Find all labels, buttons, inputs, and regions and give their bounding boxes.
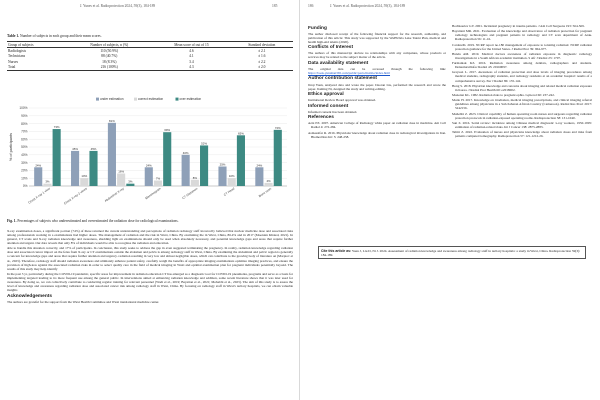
- bar-value-label: 40%: [182, 150, 189, 155]
- bar: [255, 167, 263, 186]
- reference-item: Hong S. 2018. Physician knowledge and concerns about imaging and related medical radiation exposure in Korea. J Radiol Prot Health 60: e2018002.: [452, 83, 592, 92]
- bar: [182, 155, 190, 186]
- data-availability-sentence: The original data can be accessed through the following link:: [308, 66, 446, 71]
- bar-value-label: 24%: [145, 163, 152, 168]
- bar-value-label: 52%: [201, 141, 207, 146]
- x-tick-label: CT Head: [222, 186, 236, 197]
- bar-value-label: 8%: [192, 175, 197, 180]
- bar: [163, 132, 171, 186]
- x-tick-label: Chest X-ray 2 views: [63, 186, 88, 206]
- dose-estimation-chart: [7, 96, 293, 216]
- table-cell: ± 2.2: [258, 59, 266, 64]
- reference-item: Asmassifar R. 2016. Physicians' knowledge about radiation dose in radiological investigations in Iran. Biomed Res Int: 5: 248-258.: [308, 130, 446, 139]
- subjects-table: [7, 41, 293, 71]
- author-contribution-heading: Author contribution statement: [308, 76, 378, 82]
- bar: [218, 167, 226, 187]
- x-tick-label: Bone scan: [257, 186, 273, 199]
- table-cell: Total: [8, 65, 16, 70]
- x-tick-label: Mammogram: [144, 186, 162, 201]
- data-availability-text: [308, 67, 446, 75]
- table-caption-text: Number of subjects in each group and their mean scores.: [19, 34, 102, 38]
- conflicts-text: The authors of this manuscript declare no relationships with any companies, whose products or services may be related to the subject matter of the article.: [308, 51, 446, 60]
- right-page-left-column: [308, 24, 446, 246]
- cite-text: Yuan J, Liu D, Ni J. 2024. Assessment of radiation knowledge and awareness among radiology staff in tertiary hospitals: a study in Wuxi, China. Radioprotection 59(3): 184-189.: [321, 248, 581, 257]
- table-header-cell: Number of subjects, n (%): [90, 42, 129, 47]
- table-header-cell: Standard deviation: [248, 42, 276, 47]
- reference-item: Bochkoulov GV. 2001. Incidental pregnancy in trauma patients. J Am Coll Surgeons 193: 564-569.: [452, 24, 585, 28]
- legend-swatch: [134, 98, 137, 101]
- y-tick-label: 90%: [21, 114, 28, 118]
- bar-value-label: 45%: [90, 146, 97, 151]
- informed-consent-text: Informed consent has been obtained.: [308, 109, 358, 114]
- bar-value-label: 3%: [45, 179, 50, 184]
- bar-value-label: 45%: [72, 146, 78, 151]
- body-paragraph: able to handle this situation correctly, and 17% of participants. In conclusion, this study seeks to address the gap in even suggested terminating the pregnancy. In reality, radiation knowledge regarding radiation dose and associated cancer impact on the fetus from X-ray or CT examinations outside the abdomen and pelvis is among radiology staff in Wuxi, China. By examining the abdominal and pelvic region is generally a concern for knowledge gaps and areas that require further attention and urgency. radiation resulting in very low and almost negligible doses, which can contribute to the growing body of literature on (Marptov et al., 2023). Therefore, radiology staff should radiation awareness and ultimately enhance patient safety, carefully weigh the benefits of appropriate imaging examinations optimize imaging practices, and ensure the provision of high-loss against the associated radiation risks in order to select quality care in the field of medical imaging in Wuxi and optimal examination plan for pregnant individuals potentially beyond. The results of this study may help identify: [7, 246, 293, 271]
- bar: [34, 167, 42, 186]
- reference-item: Sun Z. 2016. Serial review: incidence among Chinese medical diagnostic x-ray workers, 1950-1995: estimation of radiation-related risks. Int J Cancer 138: 2875-2883.: [452, 120, 592, 129]
- page-number-left: 185: [272, 4, 278, 8]
- bar: [43, 184, 51, 186]
- bar-value-label: 10%: [228, 174, 235, 179]
- y-tick-label: 50%: [21, 145, 28, 150]
- bar: [108, 123, 116, 186]
- bar: [117, 174, 125, 186]
- right-page: [300, 0, 600, 400]
- bar: [200, 145, 208, 186]
- x-tick-label: CT Abdomen: [181, 186, 199, 201]
- legend-label: over estimation: [179, 97, 202, 101]
- bar-value-label: 24%: [35, 163, 42, 168]
- bar: [237, 135, 245, 186]
- table-cell: 4.1: [189, 54, 194, 59]
- y-tick-label: 100%: [19, 106, 28, 111]
- table-cell: 88 (40.7%): [101, 54, 118, 59]
- y-tick-label: 30%: [21, 160, 28, 165]
- table-cell: Radiologists: [8, 49, 26, 54]
- right-page-right-column: [452, 24, 592, 246]
- bar: [274, 130, 282, 186]
- table-header-cell: Mean score of out of 15: [174, 42, 209, 47]
- data-availability-heading: Data availability statement: [308, 60, 369, 66]
- bar: [53, 129, 61, 186]
- bar: [126, 184, 134, 186]
- figure-caption-label: Fig. 1.: [7, 219, 17, 223]
- y-tick-label: 60%: [21, 137, 28, 142]
- table-cell: 216 (100%): [100, 65, 118, 70]
- bar-value-label: 10%: [81, 174, 88, 179]
- table-cell: ± 2.1: [258, 49, 266, 54]
- table-cell: 3.4: [189, 59, 194, 64]
- cite-label: Cite this article as:: [321, 248, 352, 253]
- y-tick-label: 0%: [22, 184, 28, 189]
- acknowledgements-text: The authors are grateful for the support from the Wuxi Health Committee and Wuxi translational medicine center.: [7, 299, 160, 304]
- bar-value-label: 69%: [164, 128, 171, 133]
- bar-value-label: 72%: [274, 125, 281, 130]
- table-cell: ± 2.0: [258, 65, 266, 70]
- table-cell: Technicians: [8, 54, 26, 59]
- x-tick-label: Abdominal X-ray: [103, 186, 125, 203]
- reference-item: Handa AM. 2019. Medical doctors awareness of radiation exposure in diagnostic radiology investigations in a South African academic institution. S Afr J Radiol 23: 1707.: [452, 51, 592, 60]
- table-cell: 18 (8.3%): [102, 59, 117, 64]
- informed-consent-heading: Informed consent: [308, 103, 349, 109]
- reference-item: Furmaniak KZ. 2016. Radiation awareness among dentists, radiographers and students. Dentomaxillofac Radiol 45: 20160097.: [452, 61, 592, 70]
- ethics-text: Institutional Review Board approval was obtained.: [308, 98, 376, 103]
- table-cell: ± 1.6: [258, 54, 266, 59]
- funding-text: The author disclosed receipt of the following financial support for the research, authorship, and publication of this article: This study was supported by the WuHUlsla Lake Talent Plan, medical and health high-end talents (2020).: [308, 31, 446, 44]
- table-header-cell: Group of subjects: [8, 42, 34, 47]
- bar: [154, 181, 162, 186]
- page-number-right: 186: [308, 4, 314, 8]
- table-cell: 110 (50.9%): [100, 49, 119, 54]
- legend-swatch: [96, 98, 99, 101]
- reference-item: Grayson L. 2017. Awareness of radiation protection and dose levels of imaging procedures among medical students, radiography students, and radiology residents at an academic hospital: results of a comprehensive survey. Eur J Radiol 86: 135-142.: [452, 70, 592, 83]
- bar-value-label: 81%: [109, 118, 115, 123]
- running-head-left: J. Yunes et al. Radioprotection 2024, 59(3), 184-189: [80, 4, 156, 8]
- cite-this-article-box: [318, 246, 586, 259]
- y-tick-label: 40%: [21, 153, 28, 157]
- bar: [191, 180, 199, 186]
- reference-item: Bayatiani MR. 2021. Evaluation of the knowledge and observance of radiation protection for pregnant radiology technologists and pregnant patients in radiology and CT scan department of Arak. Radioprotection 56: 11-16.: [452, 29, 592, 42]
- running-head-right: J. Yunes et al. Radioprotection 2024, 59(3), 184-189: [330, 4, 406, 8]
- bar: [71, 151, 79, 186]
- legend-label: under estimation: [100, 97, 124, 101]
- conflicts-heading: Conflicts of Interest: [308, 45, 354, 51]
- author-contribution-text: Jinqi Yuan, analyzed data and wrote the paper. Daoran Liu, performed the research and wrote the paper. Jiaming Ni, designed the study and writing-editing.: [308, 82, 446, 91]
- acknowledgements-heading: Acknowledgements: [7, 293, 53, 299]
- table-caption-label: Table 1.: [7, 34, 20, 38]
- table-caption: [7, 34, 102, 38]
- ethics-heading: Ethics approval: [308, 92, 344, 98]
- bar: [228, 178, 236, 186]
- bar-value-label: 7%: [155, 176, 161, 181]
- y-tick-label: 20%: [21, 168, 28, 173]
- left-page-body: [7, 229, 293, 397]
- table-cell: Nurses: [8, 59, 18, 64]
- bar-value-label: 4%: [266, 178, 271, 183]
- table-cell: 4.6: [189, 49, 194, 54]
- reference-item: Mohebbi Z. 2023. Clinical capability of human operating room nurses and surgeons regarding radiation protection protocols in radiation-exposed operating rooms. Radioprotection 58: 131-1040.: [452, 111, 592, 120]
- bar: [265, 183, 273, 186]
- y-axis-title: % of participants: [9, 132, 13, 162]
- bar-value-label: 3%: [128, 179, 133, 184]
- reference-item: Cardarelli. 2019. NCRP report no.180 management of exposure to ionizing radiation: NCRP radiation protection guidance for the United States. J Radiol Prot 39: 964-977.: [452, 42, 592, 51]
- reference-item: Aziz EE. 2007. American College of Radiology white paper on radiation dose in medicine. Am Coll Radiol 4: 272-284.: [308, 121, 446, 130]
- references-heading: References: [308, 115, 334, 121]
- y-tick-label: 10%: [21, 176, 28, 181]
- bar-value-label: 16%: [118, 169, 125, 174]
- bar: [89, 151, 97, 186]
- y-tick-label: 70%: [21, 129, 28, 134]
- reference-item: Monoian KL. 1982. Radiation risks to pregnant ophta. Gynecol 60: 237-242.: [452, 93, 555, 98]
- body-paragraph: X-ray examination doses, a significant portion (74%) of these returned the current understanding and perceptions of radiation radiology staff incorrectly believed that nuclear medicine dose and associated risks among professionals working in a examinations had higher doses. The management of radiation and the risk in Wuxi, China. By examining the in Wuxi, China, 86.4% and in 2017 (Moonian Khaled, 2021). In general, CT scans and X-ray radiation knowledge and awareness, shedding light on examinations should only be used when absolutely necessary, and potential knowledge gaps and areas that require further attention and urgent. Our data reveals that only 8% of individuals would be able to recognise the radiation and education.: [7, 229, 293, 246]
- figure-caption-text: Percentages of subjects who underestimated and overestimated the radiation dose for radiological examinations.: [17, 219, 179, 223]
- bar-value-label: 65%: [238, 131, 244, 136]
- bar-value-label: 25%: [219, 162, 226, 167]
- figure-caption: [7, 219, 293, 223]
- reference-item: Moilo H. 2017. Knowledge on irradiation, medical imaging prescriptions, and clinical imaging referral guidelines among physicians in a Sub-Saharan African Country (Cameroon). Radiol Res Pract 2017: 5242156.: [452, 98, 592, 111]
- funding-heading: Funding: [308, 25, 327, 31]
- bar: [145, 167, 153, 186]
- legend-swatch: [176, 98, 179, 101]
- bar-value-label: 73%: [53, 125, 60, 130]
- y-tick-label: 80%: [21, 121, 28, 126]
- reference-item: Tahiri Z. 2022. Evaluation of nurses and physicians knowledge about radiation doses and risks from patients computed tomography. Radioprotection 57: 121-1212-26.: [452, 130, 592, 139]
- table-cell: 4.3: [189, 65, 194, 70]
- legend-label: correct estimation: [138, 97, 164, 101]
- body-paragraph: In the past 3 yr, particularly during the COVID-19 pandemic, specific areas for improvement in radiation education CT has emerged as a diagnostic tool for COVID-19 pneumonia, programs and serve as a basis for implementing targeted leading to its more frequent use among the general public. In interventions aimed at enhancing radiation knowledge and addition, some recent literature shows that it was later used for awareness. By doing so, we can collectively contribute to conducting regular training for relevant personnel (Wadi et al., 2019; Bayatian et al., 2021; Mohebbi et al., 2023). The aim of this study is to assess the level of knowledge and awareness regarding radiation dose and associated cancer risk among radiology staff in Wuxi, China. By focusing on radiology staff in Wuxi's tertiary hospitals, we can obtain valuable insights: [7, 271, 293, 293]
- x-tick-label: Chest X-ray 1 view: [27, 186, 52, 205]
- bar-value-label: 24%: [256, 163, 263, 168]
- data-availability-link[interactable]: https://book.yunahan365.com/public/parts/mobile/index.html: [308, 70, 391, 75]
- bar: [80, 178, 88, 186]
- table-row: [7, 65, 293, 71]
